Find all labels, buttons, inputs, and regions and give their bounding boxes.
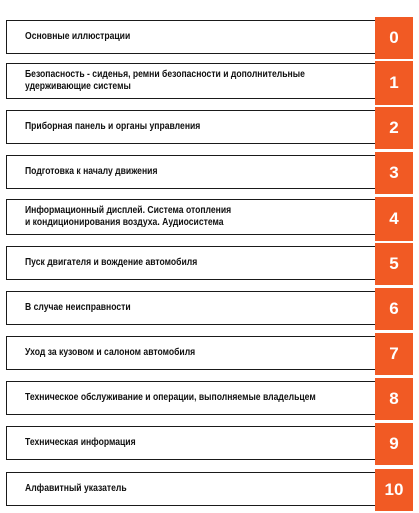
- section-number: 0: [389, 28, 399, 47]
- toc-title-box[interactable]: [6, 336, 381, 370]
- section-number: 5: [389, 254, 399, 273]
- section-number: 7: [389, 344, 399, 363]
- section-number: 8: [389, 389, 399, 408]
- toc-row-4[interactable]: [6, 200, 413, 236]
- section-tab-3[interactable]: [375, 152, 413, 194]
- toc-title: Подготовка к началу движения: [25, 166, 158, 177]
- section-tab-7[interactable]: [375, 333, 413, 375]
- section-number: 10: [384, 480, 404, 499]
- toc-row-8[interactable]: [6, 381, 413, 417]
- toc-title: Алфавитный указатель: [25, 483, 127, 494]
- toc-title: Основные иллюстрации: [25, 31, 131, 42]
- toc-title: Пуск двигателя и вождение автомобиля: [25, 257, 198, 268]
- section-tab-0[interactable]: [375, 17, 413, 59]
- toc-title-box[interactable]: [6, 199, 381, 235]
- toc-row-3[interactable]: [6, 155, 413, 191]
- toc-row-5[interactable]: [6, 246, 413, 282]
- section-number: 1: [389, 73, 399, 92]
- toc-title: Техническое обслуживание и операции, выполняемые владельцем: [25, 392, 316, 403]
- toc-title: Приборная панель и органы управления: [25, 121, 201, 132]
- toc-row-1[interactable]: [6, 64, 413, 100]
- toc-title-box[interactable]: [6, 20, 381, 54]
- toc-row-7[interactable]: [6, 336, 413, 372]
- toc-row-9[interactable]: [6, 426, 413, 462]
- toc-row-2[interactable]: [6, 110, 413, 146]
- toc-title-box[interactable]: [6, 472, 381, 506]
- section-tab-4[interactable]: [375, 197, 413, 241]
- section-tab-2[interactable]: [375, 107, 413, 149]
- toc-title-box[interactable]: [6, 381, 381, 415]
- section-number: 3: [389, 163, 399, 182]
- section-number: 4: [389, 209, 399, 228]
- toc-row-10[interactable]: [6, 472, 413, 508]
- section-number: 2: [389, 118, 399, 137]
- toc-title-box[interactable]: [6, 155, 381, 189]
- section-tab-8[interactable]: [375, 378, 413, 420]
- section-tab-6[interactable]: [375, 288, 413, 330]
- toc-title-box[interactable]: [6, 246, 381, 280]
- section-tab-5[interactable]: [375, 243, 413, 285]
- toc-title-box[interactable]: [6, 63, 381, 99]
- toc-title: Техническая информация: [25, 437, 136, 448]
- toc-title: Информационный дисплей. Система отопления и кондиционирования воздуха. Аудиосистема: [25, 205, 232, 228]
- section-tab-1[interactable]: [375, 61, 413, 105]
- toc-title-box[interactable]: [6, 291, 381, 325]
- toc-title: Безопасность - сиденья, ремни безопасности и дополнительные удерживающие системы: [25, 69, 305, 92]
- toc-title-box[interactable]: [6, 426, 381, 460]
- section-tab-9[interactable]: [375, 423, 413, 465]
- toc-title: В случае неисправности: [25, 302, 131, 313]
- toc-title-box[interactable]: [6, 110, 381, 144]
- toc-title: Уход за кузовом и салоном автомобиля: [25, 347, 196, 358]
- toc-row-6[interactable]: [6, 291, 413, 327]
- section-number: 6: [389, 299, 399, 318]
- toc-row-0[interactable]: [6, 20, 413, 56]
- section-tab-10[interactable]: [375, 469, 413, 511]
- section-number: 9: [389, 434, 399, 453]
